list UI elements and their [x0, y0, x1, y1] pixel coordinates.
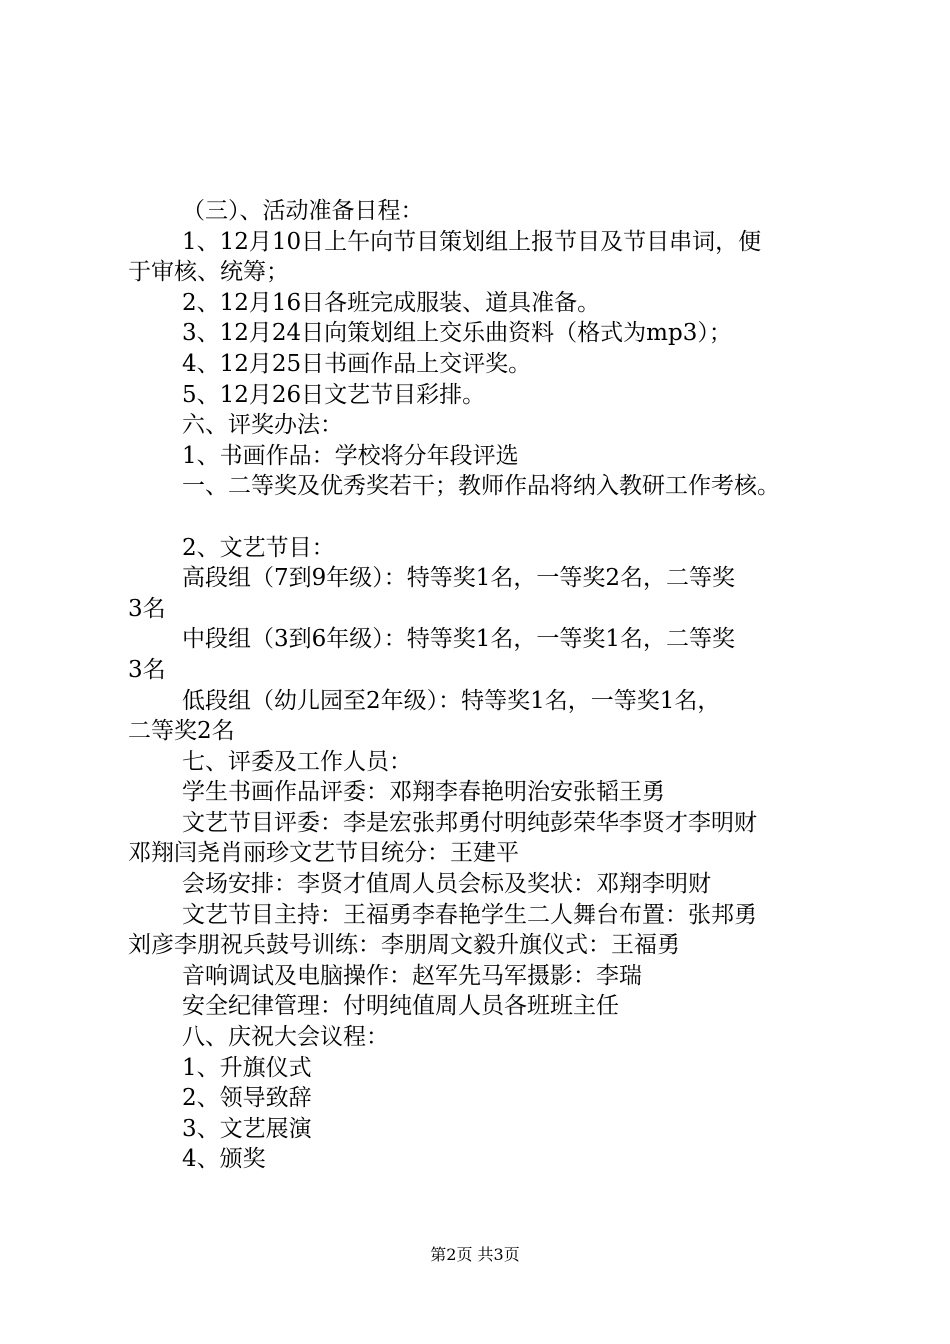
blank-line	[128, 502, 840, 533]
schedule-item-3: 3、12月24日向策划组上交乐曲资料（格式为mp3）；	[182, 320, 732, 347]
section-heading-judges: 七、评委及工作人员：	[182, 748, 412, 775]
awards-item-calligraphy: 1、书画作品：学校将分年段评选	[182, 442, 519, 469]
awards-senior-group-continued: 3名	[128, 595, 166, 622]
agenda-item-3: 3、文艺展演	[182, 1115, 312, 1142]
schedule-item-1-continued: 于审核、统筹；	[128, 259, 289, 286]
schedule-item-2: 2、12月16日各班完成服装、道具准备。	[182, 289, 601, 316]
agenda-item-1: 1、升旗仪式	[182, 1054, 312, 1081]
agenda-item-4: 4、颁奖	[182, 1146, 266, 1173]
staff-audio: 音响调试及电脑操作：赵军先马军摄影：李瑞	[182, 962, 642, 989]
awards-senior-group: 高段组（7到9年级）：特等奖1名，一等奖2名，二等奖	[182, 565, 736, 592]
section-heading-awards: 六、评奖办法：	[182, 412, 343, 439]
document-body	[128, 196, 840, 1175]
awards-item-performances: 2、文艺节目：	[182, 534, 335, 561]
agenda-item-2: 2、领导致辞	[182, 1085, 312, 1112]
schedule-item-5: 5、12月26日文艺节目彩排。	[182, 381, 486, 408]
awards-middle-group-continued: 3名	[128, 656, 166, 683]
judges-performances: 文艺节目评委：李是宏张邦勇付明纯彭荣华李贤才李明财	[182, 809, 757, 836]
section-heading-agenda: 八、庆祝大会议程：	[182, 1024, 389, 1051]
awards-middle-group: 中段组（3到6年级）：特等奖1名，一等奖1名，二等奖	[182, 626, 736, 653]
schedule-item-1: 1、12月10日上午向节目策划组上报节目及节目串词，便	[182, 228, 762, 255]
judges-calligraphy: 学生书画作品评委：邓翔李春艳明治安张韬王勇	[182, 779, 665, 806]
page-footer: 第2页 共3页	[430, 1245, 520, 1264]
staff-venue: 会场安排：李贤才值周人员会标及奖状：邓翔李明财	[182, 871, 711, 898]
staff-safety: 安全纪律管理：付明纯值周人员各班班主任	[182, 993, 619, 1020]
awards-junior-group: 低段组（幼儿园至2年级）：特等奖1名，一等奖1名，	[182, 687, 721, 714]
schedule-item-4: 4、12月25日书画作品上交评奖。	[182, 350, 532, 377]
section-heading-schedule: （三）、活动准备日程：	[182, 198, 424, 224]
staff-hosts-continued: 刘彦李朋祝兵鼓号训练：李朋周文毅升旗仪式：王福勇	[128, 932, 680, 959]
staff-hosts: 文艺节目主持：王福勇李春艳学生二人舞台布置：张邦勇	[182, 901, 757, 928]
awards-item-calligraphy-continued: 一、二等奖及优秀奖若干；教师作品将纳入教研工作考核。	[182, 473, 780, 500]
judges-performances-continued: 邓翔闫尧肖丽珍文艺节目统分：王建平	[128, 840, 519, 867]
awards-junior-group-continued: 二等奖2名	[128, 718, 235, 745]
